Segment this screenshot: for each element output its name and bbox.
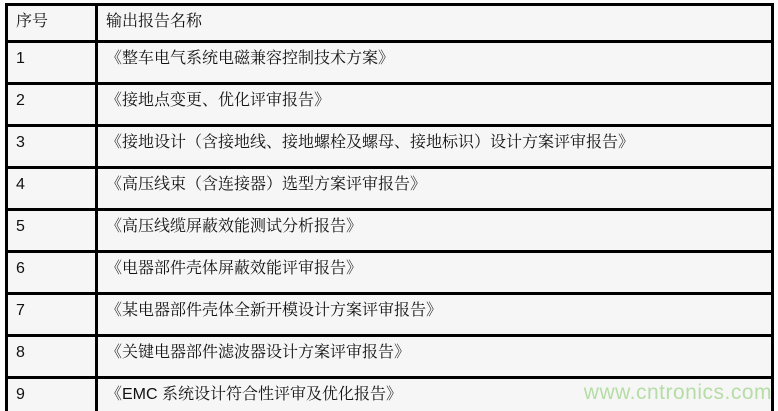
report-name-cell: 《接地设计（含接地线、接地螺栓及螺母、接地标识）设计方案评审报告》 [97,126,773,168]
report-name-cell: 《高压线束（含连接器）选型方案评审报告》 [97,168,773,210]
row-index-cell: 4 [7,168,97,210]
report-name-cell: 《关键电器部件滤波器设计方案评审报告》 [97,336,773,378]
report-name-cell: 《高压线缆屏蔽效能测试分析报告》 [97,210,773,252]
report-name-cell: 《接地点变更、优化评审报告》 [97,84,773,126]
row-index-cell: 1 [7,42,97,84]
table-row [7,294,773,336]
row-index-cell: 8 [7,336,97,378]
column-header-report-name: 输出报告名称 [97,5,773,42]
table-row [7,210,773,252]
row-index-cell: 2 [7,84,97,126]
row-index-cell: 7 [7,294,97,336]
table-row [7,42,773,84]
report-name-cell: 《EMC 系统设计符合性评审及优化报告》 [97,378,773,411]
header-row [7,5,773,42]
table-row [7,126,773,168]
report-table [5,3,774,411]
table-row [7,84,773,126]
watermark-site-url: www.cntronics.com [583,381,772,404]
report-name-cell: 《某电器部件壳体全新开模设计方案评审报告》 [97,294,773,336]
report-name-cell: 《整车电气系统电磁兼容控制技术方案》 [97,42,773,84]
table-body [7,42,773,411]
row-index-cell: 6 [7,252,97,294]
table-row [7,252,773,294]
row-index-cell: 9 [7,378,97,411]
table-row [7,378,773,411]
row-index-cell: 5 [7,210,97,252]
table-row [7,336,773,378]
table-row [7,168,773,210]
row-index-cell: 3 [7,126,97,168]
report-name-cell: 《电器部件壳体屏蔽效能评审报告》 [97,252,773,294]
column-header-index: 序号 [7,5,97,42]
